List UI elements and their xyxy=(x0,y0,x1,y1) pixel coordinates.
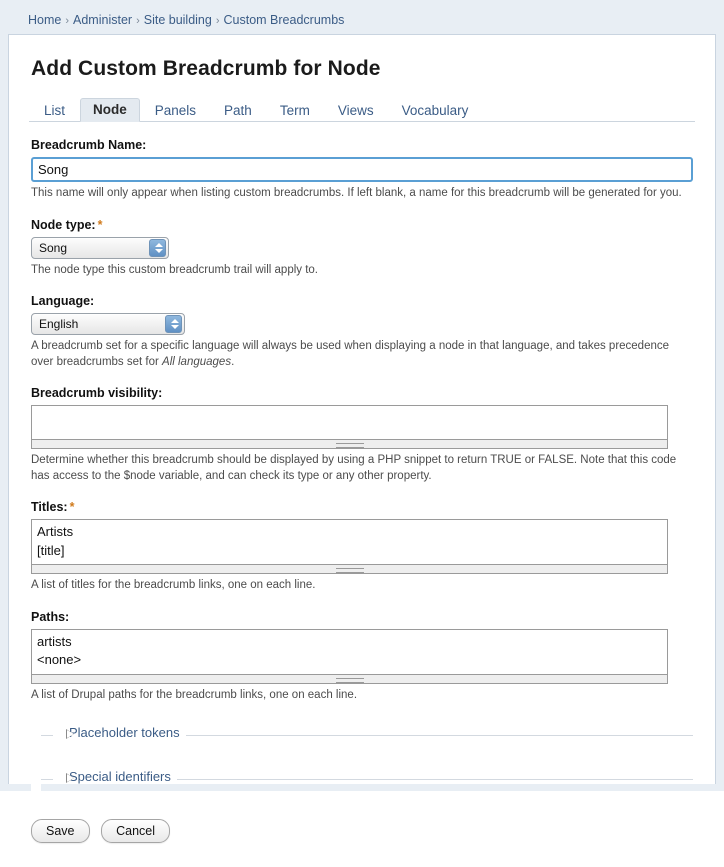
tab-views[interactable]: Views xyxy=(337,103,374,118)
breadcrumb-separator: › xyxy=(215,15,220,27)
titles-label-text: Titles: xyxy=(31,500,68,515)
paths-textarea-wrap xyxy=(31,629,668,684)
chevron-updown-icon xyxy=(165,315,182,333)
visibility-resize-grippie[interactable] xyxy=(31,440,668,449)
breadcrumb-item-home[interactable]: Home xyxy=(28,13,62,27)
tab-list[interactable]: List xyxy=(44,103,66,118)
tab-vocabulary[interactable]: Vocabulary xyxy=(401,103,469,118)
field-breadcrumb-visibility xyxy=(31,386,693,484)
special-identifiers-legend[interactable] xyxy=(53,769,177,784)
field-titles xyxy=(31,500,693,594)
fieldset-special-identifiers[interactable] xyxy=(31,769,693,791)
form-actions xyxy=(31,819,715,867)
divider-gap xyxy=(31,725,41,747)
titles-required-marker: * xyxy=(69,500,75,515)
node-type-label-text: Node type: xyxy=(31,217,96,232)
titles-resize-grippie[interactable] xyxy=(31,565,668,574)
divider-gap xyxy=(31,769,41,791)
paths-resize-grippie[interactable] xyxy=(31,675,668,684)
breadcrumb-item-administer[interactable]: Administer xyxy=(73,13,133,27)
language-label: Language: xyxy=(31,294,95,309)
save-button[interactable]: Save xyxy=(31,819,90,843)
language-description-part1: A breadcrumb set for a specific language will always be used when displaying a node in that language, and takes precedence over breadcrumbs set for xyxy=(31,340,670,368)
cancel-button[interactable]: Cancel xyxy=(101,819,170,843)
breadcrumb-form xyxy=(9,138,715,791)
field-paths xyxy=(31,610,693,704)
language-description-part2: . xyxy=(231,355,235,368)
node-type-required-marker: * xyxy=(97,217,103,232)
visibility-label: Breadcrumb visibility: xyxy=(31,386,163,401)
language-description-emphasis: All languages xyxy=(162,355,232,368)
breadcrumb-item-custom-breadcrumbs: Custom Breadcrumbs xyxy=(223,13,345,27)
language-selected-value: English xyxy=(39,317,79,332)
tab-path[interactable]: Path xyxy=(224,103,252,118)
chevron-updown-icon xyxy=(149,239,166,257)
node-type-description: The node type this custom breadcrumb trail will apply to. xyxy=(31,263,318,276)
fieldset-placeholder-tokens[interactable] xyxy=(31,725,693,747)
paths-textarea[interactable] xyxy=(31,629,668,675)
triangle-right-inner-icon xyxy=(67,774,74,782)
visibility-textarea-wrap xyxy=(31,405,668,449)
visibility-description: Determine whether this breadcrumb should be displayed by using a PHP snippet to return TRUE or FALSE. Note that this code has access to the $node variable, and can check its type or any other property. xyxy=(31,454,677,482)
tab-panels[interactable]: Panels xyxy=(154,103,197,118)
tab-node[interactable]: Node xyxy=(80,98,140,122)
breadcrumb-item-site-building[interactable]: Site building xyxy=(143,13,212,27)
triangle-right-inner-icon xyxy=(67,730,74,738)
titles-textarea-wrap xyxy=(31,519,668,574)
field-node-type xyxy=(31,218,693,279)
breadcrumb-separator: › xyxy=(136,15,140,27)
tab-bar xyxy=(29,95,695,122)
node-type-select[interactable] xyxy=(31,237,169,259)
titles-label xyxy=(31,500,693,514)
paths-description: A list of Drupal paths for the breadcrumb links, one on each line. xyxy=(31,688,358,701)
field-breadcrumb-name xyxy=(31,138,693,202)
paths-label: Paths: xyxy=(31,609,70,624)
page-title: Add Custom Breadcrumb for Node xyxy=(31,57,381,80)
placeholder-tokens-legend[interactable] xyxy=(53,725,186,740)
special-identifiers-label: Special identifiers xyxy=(69,769,171,785)
breadcrumb-name-input[interactable] xyxy=(31,157,693,182)
language-select[interactable] xyxy=(31,313,185,335)
breadcrumb-name-label: Breadcrumb Name: xyxy=(31,138,147,152)
node-type-label xyxy=(31,218,693,232)
titles-textarea[interactable] xyxy=(31,519,668,565)
visibility-textarea[interactable] xyxy=(31,405,668,440)
language-description xyxy=(31,339,693,370)
tab-term[interactable]: Term xyxy=(279,103,310,118)
breadcrumb-name-description: This name will only appear when listing custom breadcrumbs. If left blank, a name for this breadcrumb will be generated for you. xyxy=(31,187,682,199)
field-language xyxy=(31,294,693,370)
titles-description: A list of titles for the breadcrumb links, one on each line. xyxy=(31,579,316,592)
breadcrumb-separator: › xyxy=(65,15,70,27)
node-type-selected-value: Song xyxy=(39,240,68,255)
placeholder-tokens-label: Placeholder tokens xyxy=(69,725,180,741)
content-panel xyxy=(8,34,716,839)
